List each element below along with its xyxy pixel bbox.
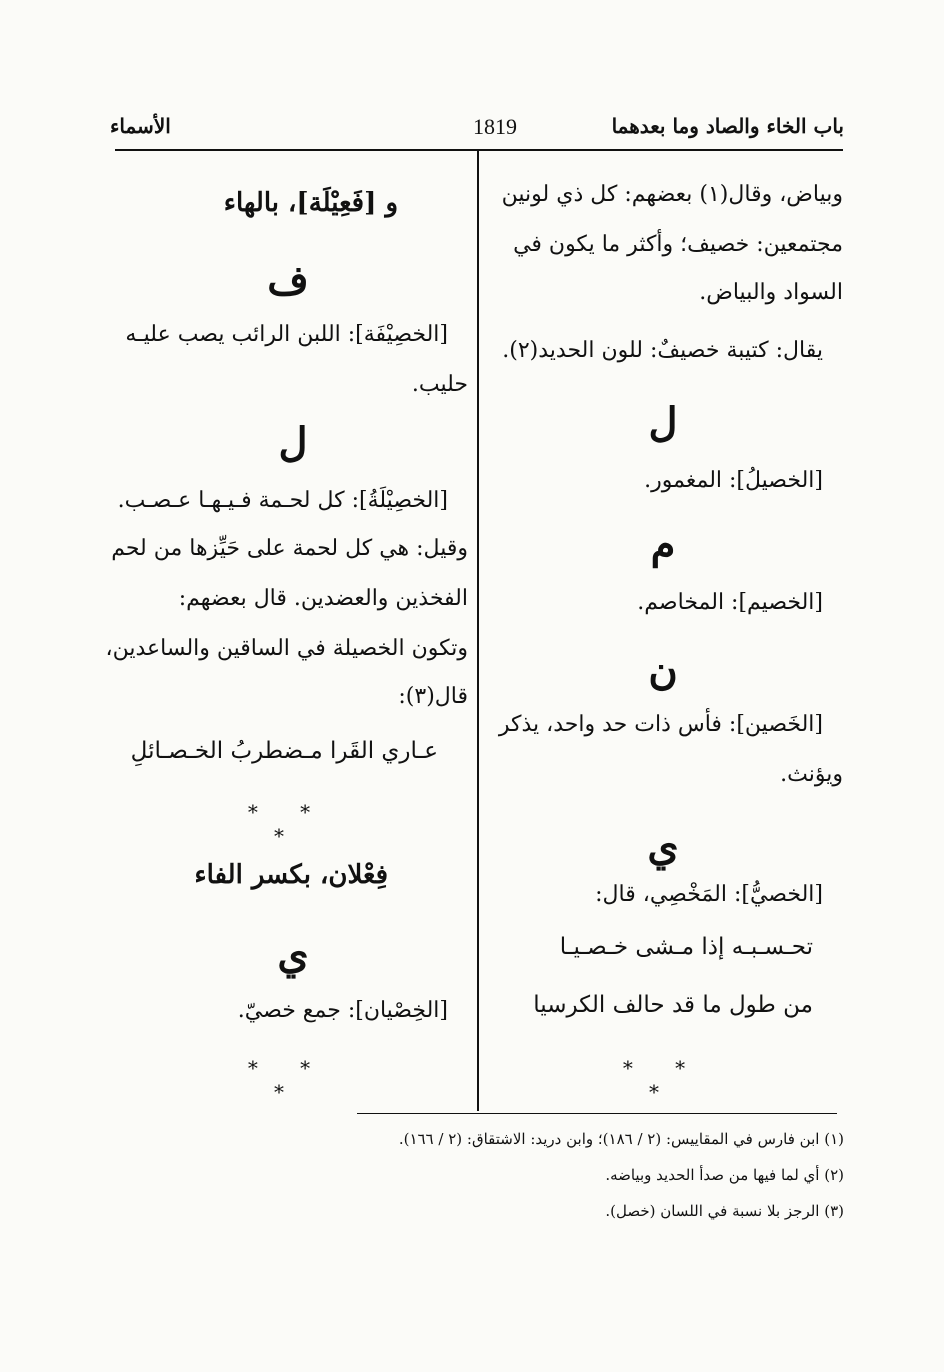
- footnote-1: (١) ابن فارس في المقاييس: (٢ / ١٨٦)؛ وابن دريد: الاشتقاق: (٢ / ١٦٦).: [398, 1130, 844, 1148]
- section-heading: و [فَعِيْلَة]، بالهاء: [223, 188, 398, 218]
- section-stars: * * *: [247, 800, 329, 848]
- section-stars: * * *: [622, 1056, 704, 1104]
- letter-heading-lam: ل: [648, 399, 678, 446]
- verse-line: تحـسـبـه إذا مـشى خـصـيـا: [559, 934, 813, 960]
- text-line: ويؤنث.: [780, 762, 843, 787]
- text-line: يقال: كتيبة خصيفٌ: للون الحديد(٢).: [502, 338, 823, 363]
- text-line: قال(٣):: [398, 684, 468, 709]
- text-line: الفخذين والعضدين. قال بعضهم:: [178, 586, 468, 611]
- text-line: مجتمعين: خصيف؛ وأكثر ما يكون في: [513, 232, 843, 257]
- text-line: وقيل: هي كل لحمة على حَيِّزها من لحم: [111, 536, 468, 561]
- entry-khisyan: [الخِصْيان]: جمع خصيّ.: [237, 998, 448, 1023]
- chapter-title: باب الخاء والصاد وما بعدهما: [611, 114, 844, 138]
- letter-heading-nun: ن: [648, 647, 678, 694]
- section-stars: * * *: [247, 1056, 329, 1104]
- text-line: حليب.: [411, 372, 468, 397]
- entry-khasifa: [الخصِيْفَة]: اللبن الرائب يصب عليـه: [125, 322, 448, 347]
- entry-khasin: [الخَصين]: فأس ذات حد واحد، يذكر: [498, 712, 823, 737]
- footnote-3: (٣) الرجز بلا نسبة في اللسان (خصل).: [605, 1202, 844, 1220]
- verse-line: عـاري القَرا مـضطربُ الخـصـائلِ: [130, 738, 438, 764]
- text-line: السواد والبياض.: [699, 280, 843, 305]
- section-title: الأسماء: [110, 114, 171, 138]
- letter-heading-mim: م: [650, 521, 676, 568]
- entry-khasiyy: [الخصيُّ]: المَخْصِي، قال:: [595, 882, 823, 907]
- text-line: وبياض، وقال(١) بعضهم: كل ذي لونين: [501, 182, 843, 207]
- page-header: [110, 104, 844, 144]
- letter-heading-fa: ف: [267, 257, 309, 304]
- entry-khasil: [الخصيلُ]: المغمور.: [644, 468, 823, 493]
- page-number: 1819: [473, 114, 517, 139]
- text-line: وتكون الخصيلة في الساقين والساعدين،: [105, 636, 468, 661]
- section-heading: فِعْلان، بكسر الفاء: [194, 860, 388, 890]
- footnote-rule: [357, 1113, 837, 1114]
- letter-heading-ya: ي: [277, 931, 309, 978]
- footnote-2: (٢) أي لما فيها من صدأ الحديد وبياضه.: [605, 1166, 844, 1184]
- letter-heading-lam: ل: [278, 419, 308, 466]
- letter-heading-ya: ي: [647, 823, 679, 870]
- entry-khasila: [الخصِيْلَةُ]: كل لحـمة فـيـهـا عـصـب.: [117, 488, 448, 513]
- column-divider: [477, 151, 479, 1111]
- entry-khasim: [الخصيم]: المخاصم.: [637, 590, 823, 615]
- verse-line: من طول ما قد حالف الكرسيا: [533, 992, 813, 1018]
- header-rule: [115, 149, 843, 151]
